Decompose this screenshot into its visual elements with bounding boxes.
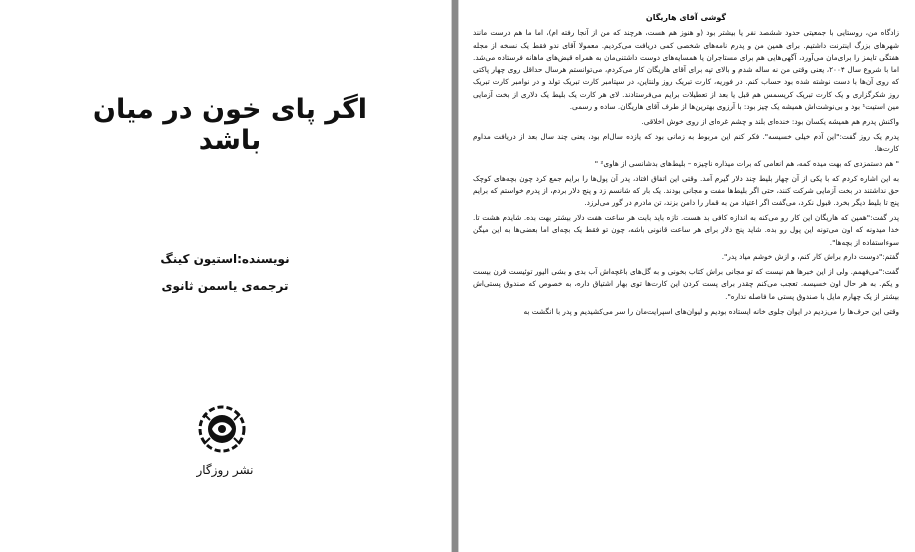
paragraph: پدرم یک روز گفت:"این آدم خیلی خسیسه". فکر کنم این مربوط به زمانی بود که یازده سال‌ام بود، یعنی چند سال بعد از دریافت مداوم کارت‌ها. bbox=[473, 131, 899, 153]
left-page bbox=[0, 0, 452, 552]
book-title: اگر پای خون در میان باشد bbox=[92, 94, 368, 156]
translator-line: ترجمه‌ی یاسمن ثانوی bbox=[161, 279, 289, 293]
paragraph: وقتی این حرف‌ها را می‌زدیم در ایوان جلوی خانه ایستاده بودیم و لیوان‌های اسپرایت‌مان را سر می‌کشیدیم و پدر با انگشت به bbox=[523, 306, 899, 316]
paragraph: " هم دستمزدی که بهت میده کمه، هم انعامی که برات میذاره ناچیزه – بلیط‌های بدشانسی از هاوی² " bbox=[594, 158, 899, 168]
paragraph: پدر گفت:"همین که هاریگان این کار رو می‌کنه به اندازه کافی بد هست. تازه باید بابت هر ساعت هفت دلار بیشتر بهت بده. شایدم هشت تا. خدا میدونه که اون می‌تونه این پول رو بده. شاید پنج دلار برای هر ساعت قانونی باشه، چون تو فقط یک بچه‌ای اما بعضی‌ها به این میگن سوءاستفاده از بچه‌ها". bbox=[473, 212, 899, 247]
chapter-heading: گوشی آقای هاریگان bbox=[645, 13, 727, 22]
story-text bbox=[473, 12, 899, 320]
paragraph: واکنش پدرم هم همیشه یکسان بود: خنده‌ای بلند و چشم غره‌ای از روی خوش اخلاقی. bbox=[641, 116, 899, 126]
right-page bbox=[458, 0, 915, 552]
paragraph: به این اشاره کردم که با یکی از آن چهار بلیط چند دلار گیرم آمد. وقتی این اتفاق افتاد، پدر آن پول‌ها را برایم جمع کرد چون بچه‌های کوچک حق نداشتند در بخت آزمایی شرکت کنند، حتی اگر بلیط‌ها مفت و مجانی بودند. یک بار که شانسم زد و پنج دلار بردم، از پدرم خواستم که برایم پنج تا بلیط دیگر بخرد. قبول نکرد، می‌گفت اگر اعتیاد من به قمار را دامن بزند، تن مادرم در گور می‌لرزد. bbox=[473, 173, 899, 208]
publisher-emblem-icon bbox=[194, 402, 250, 456]
paragraph: گفت:"می‌فهمم. ولی از این خبرها هم نیست که تو مجانی براش کتاب بخونی و به گل‌های باغچه‌اش آب بدی و بشی الیور توئیست قرن بیست و یکم. به هر حال اون خسیسه. تعجب می‌کنم چقدر برای پست کردن این کارت‌ها توی بهار اشتیاق داره، به خصوص که صندوق پستی‌اش بیشتر از یک چهارم مایل با صندوق پستی ما فاصله نداره". bbox=[473, 267, 899, 301]
author-line: نویسنده:استیون کینگ bbox=[160, 252, 290, 266]
publisher-name: نشر روزگار bbox=[196, 463, 254, 477]
paragraph: زادگاه من، روستایی با جمعیتی حدود ششصد نفر یا بیشتر بود (و هنوز هم هست، هرچند که من از آنجا رفته ام)، اما ما هم درست مانند شهرهای بزرگ اینترنت داشتیم. برای همین من و پدرم نامه‌های شخصی کمی دریافت می‌کردیم. معمولا آقای ندو فقط یک نسخه از مجله هفتگی تایمز را برای‌مان می‌آورد، آگهی‌هایی هم برای مستاجران یا همسایه‌های دوست داشتنی‌مان به همراه قبض‌های ماهانه فرستاده می‌شد. اما با شروع سال ۲۰۰۴، یعنی وقتی من نه ساله شدم و بالای تپه برای آقای هاریگان کار می‌کردم، می‌توانستم هرسال حداقل روی چهار پاکتی که روی آن‌ها با دست نوشته شده بود حساب کنم. در فوریه، کارت تبریک روز ولنتاین، در سپتامبر کارت تبریک تولد و در نوامبر کارت تبریک روز شکرگزاری و یک کارت تبریک کریسمس هم قبل یا بعد از تعطیلات برایم می‌فرستادند. لای هر کارت یک بلیط یک دلاری از بخت آزمایی مین استیت¹ بود و بی‌نوشت‌اش همیشه یک چیز بود: با آرزوی بهترین‌ها از طرف آقای هاریگان. ساده و رسمی. bbox=[473, 28, 899, 112]
paragraph: گفتم:"دوست دارم براش کار کنم، و ازش خوشم میاد پدر". bbox=[721, 252, 899, 262]
